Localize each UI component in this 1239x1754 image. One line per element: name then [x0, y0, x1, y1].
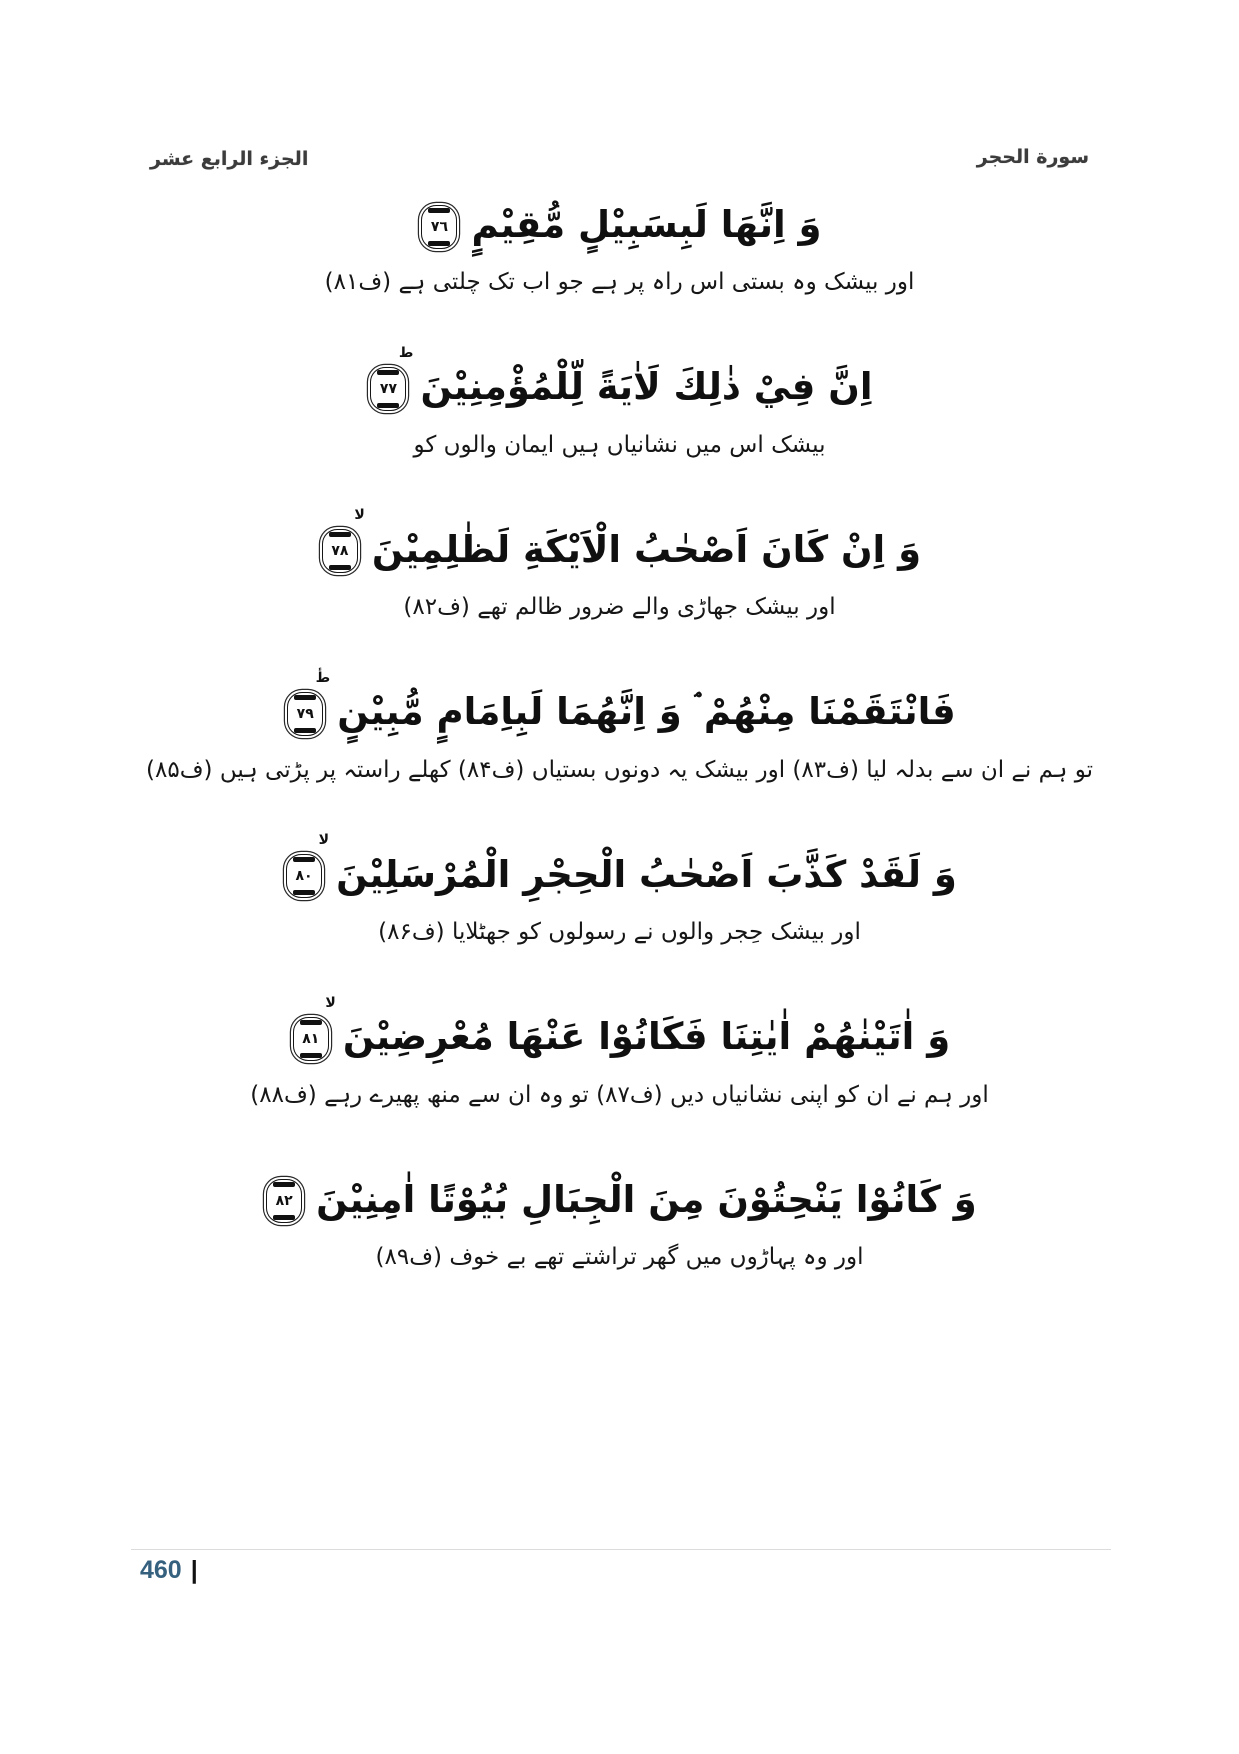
- ayah-number: ٨٢: [275, 1193, 293, 1210]
- ayah-number: ٧٦: [430, 218, 448, 235]
- verse-block-76: [120, 196, 1119, 302]
- ayah-number: ٧٨: [331, 543, 349, 560]
- ayah-number: ٨١: [302, 1030, 320, 1047]
- ayah-end-medallion: [370, 344, 414, 411]
- arabic-text: وَ كَانُوْا يَنْحِتُوْنَ مِنَ الْجِبَالِ بُيُوْتًا اٰمِنِيْنَ: [316, 1177, 977, 1221]
- ayah-number: ٨٠: [295, 868, 313, 885]
- verse-block-82: [120, 1171, 1119, 1277]
- urdu-translation: اور وہ پہاڑوں میں گھر تراشتے تھے بے خوف (ف۸۹): [375, 1243, 864, 1270]
- verse-block-81: [120, 994, 1119, 1114]
- verses-column: [120, 196, 1119, 1333]
- arabic-text: وَ لَقَدْ كَذَّبَ اَصْحٰبُ الْحِجْرِ الْمُرْسَلِيْنَ: [336, 852, 957, 896]
- footer-divider: [131, 1549, 1111, 1550]
- juz-header-calligraphy: الجزء الرابع عشر: [150, 148, 309, 170]
- urdu-translation: بیشک اس میں نشانیاں ہیں ایمان والوں کو: [413, 431, 826, 458]
- arabic-text: وَ اِنْ كَانَ اَصْحٰبُ الْاَيْكَةِ لَظٰلِمِيْنَ: [371, 527, 922, 571]
- ayah-end-medallion: [286, 832, 330, 898]
- waqf-mark: ط: [398, 344, 414, 361]
- verse-block-78: [120, 507, 1119, 627]
- arabic-text: وَ اِنَّهَا لَبِسَبِيْلٍ مُّقِيْمٍ: [471, 203, 822, 246]
- arabic-verse-text: [120, 344, 1119, 415]
- urdu-translation: اور ہم نے ان کو اپنی نشانیاں دیں (ف۸۷) تو وہ ان سے منھ پھیرے رہے (ف۸۸): [250, 1081, 989, 1108]
- ayah-end-medallion: [266, 1179, 302, 1223]
- verse-block-79: [120, 669, 1119, 789]
- urdu-translation: تو ہم نے ان سے بدلہ لیا (ف۸۳) اور بیشک یہ دونوں بستیاں (ف۸۴) کھلے راستہ پر پڑتی ہیں (ف۸۵): [145, 756, 1093, 783]
- ayah-end-medallion: [421, 205, 457, 249]
- urdu-translation: اور بیشک جھاڑی والے ضرور ظالم تھے (ف۸۲): [403, 594, 836, 621]
- page-number: 460: [140, 1556, 182, 1584]
- arabic-verse-text: [120, 507, 1119, 578]
- waqf-mark: لا: [354, 507, 365, 524]
- arabic-text: وَ اٰتَيْنٰهُمْ اٰيٰتِنَا فَكَانُوْا عَنْهَا مُعْرِضِيْنَ: [342, 1015, 951, 1059]
- page-footer: [140, 1556, 198, 1585]
- arabic-verse-text: [120, 1171, 1119, 1228]
- ayah-end-medallion: [293, 994, 336, 1061]
- surah-header-calligraphy: سورة الحجر: [976, 146, 1089, 168]
- verse-block-77: [120, 344, 1119, 464]
- arabic-verse-text: [120, 994, 1119, 1065]
- waqf-mark: لا: [318, 832, 330, 849]
- waqf-mark: طٔ: [315, 669, 331, 686]
- arabic-verse-text: [120, 669, 1119, 740]
- verse-block-80: [120, 832, 1119, 952]
- arabic-text: فَانْتَقَمْنَا مِنْهُمْ ۘ وَ اِنَّهُمَا لَبِاِمَامٍ مُّبِيْنٍ: [337, 690, 956, 734]
- arabic-text: اِنَّ فِيْ ذٰلِكَ لَاٰيَةً لِّلْمُؤْمِنِيْنَ: [420, 365, 873, 409]
- ayah-number: ٧٧: [379, 380, 397, 397]
- urdu-translation: اور بیشک وہ بستی اس راہ پر ہے جو اب تک چلتی ہے (ف۸۱): [324, 269, 915, 296]
- arabic-verse-text: [120, 832, 1119, 903]
- ayah-end-medallion: [322, 507, 365, 573]
- footer-separator: |: [190, 1556, 198, 1584]
- ayah-number: ٧٩: [296, 705, 314, 722]
- arabic-verse-text: [120, 196, 1119, 253]
- urdu-translation: اور بیشک حِجر والوں نے رسولوں کو جھٹلایا (ف۸۶): [378, 919, 861, 946]
- waqf-mark: لا: [325, 994, 336, 1011]
- ayah-end-medallion: [287, 669, 331, 736]
